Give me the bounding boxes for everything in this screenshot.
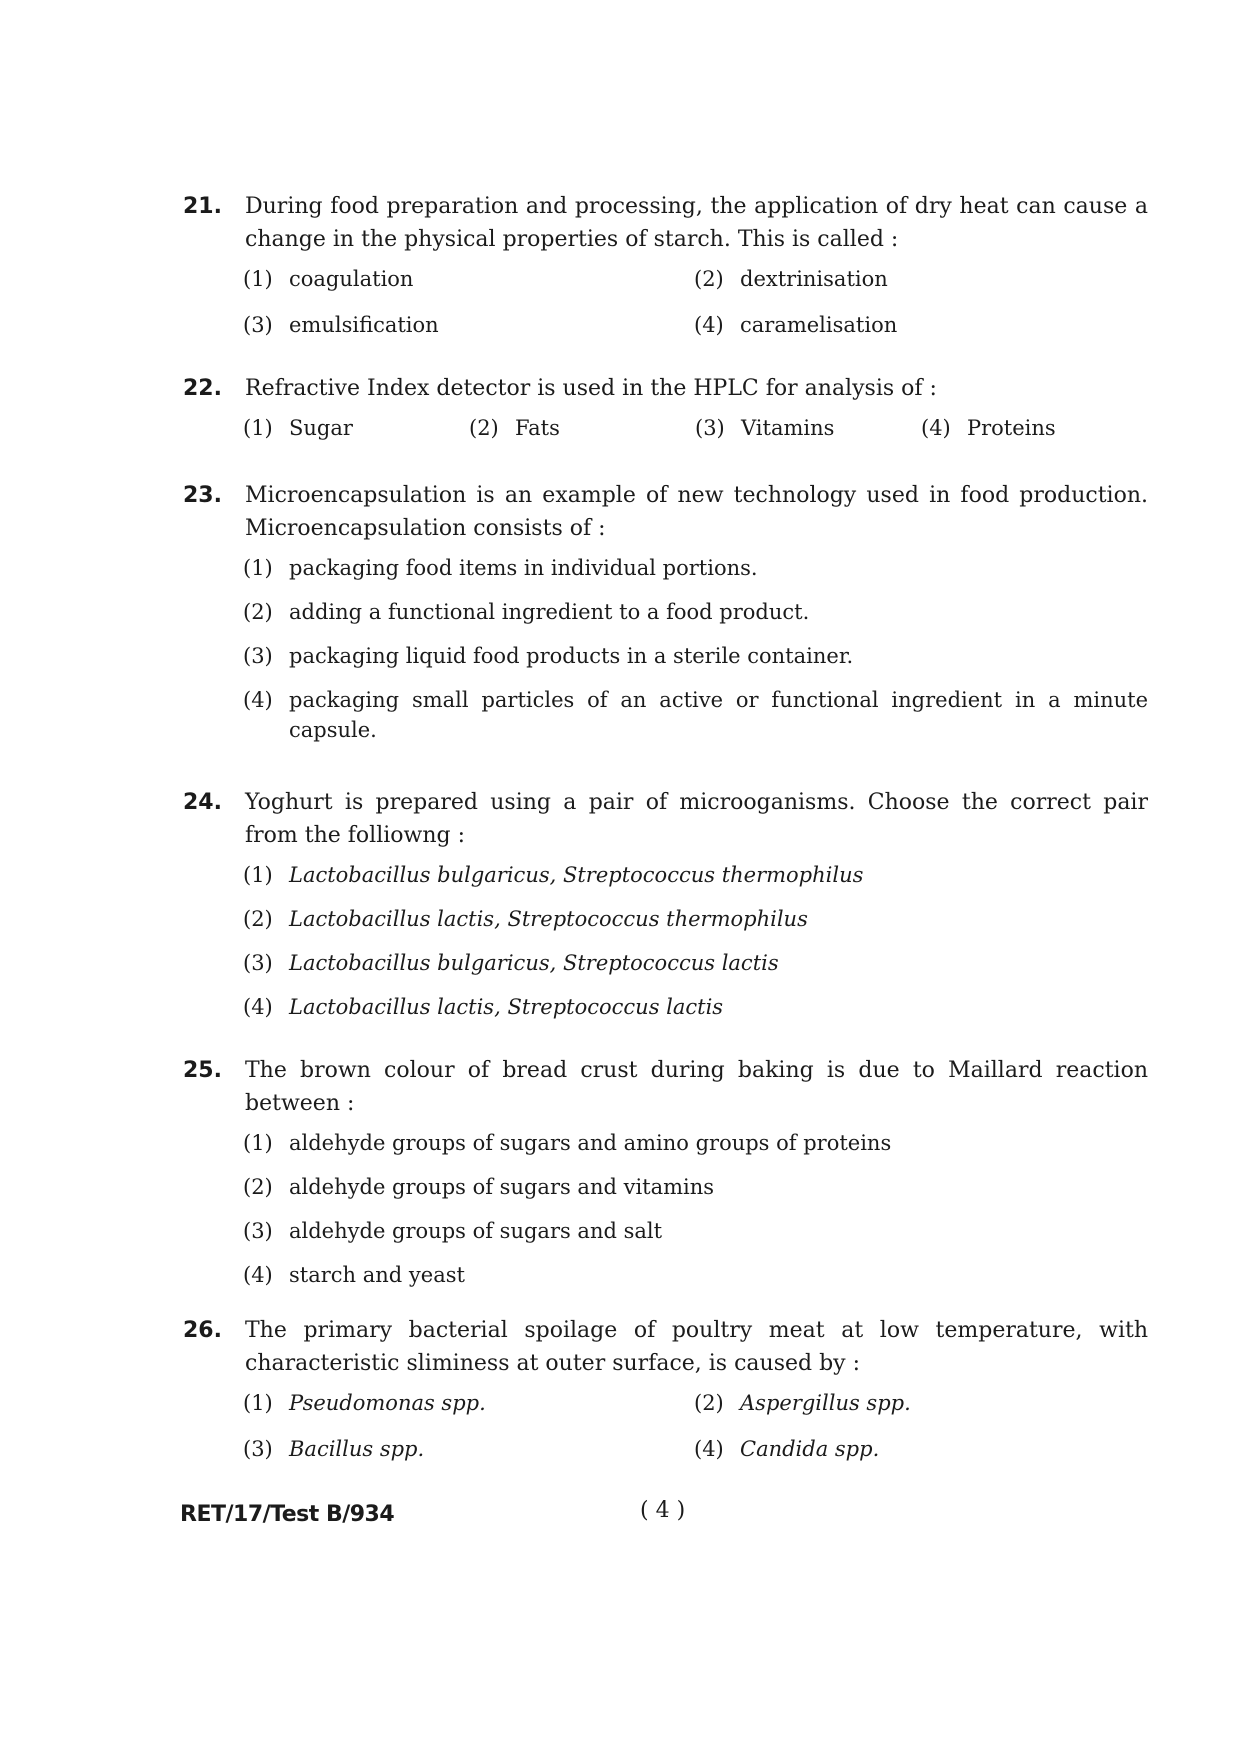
option-text: aldehyde groups of sugars and vitamins [289,1175,715,1199]
option-3 [243,641,1148,671]
option-1 [243,1128,1148,1158]
page-number: ( 4 ) [640,1498,686,1523]
question-25 [183,1054,1148,1304]
option-number: (4) [694,1437,724,1461]
option-text: Sugar [289,416,353,440]
option-text: Bacillus spp. [289,1437,425,1461]
option-number: (2) [243,1175,273,1199]
question-number: 24. [183,790,222,815]
option-3 [243,1216,1148,1246]
question-21 [183,190,1148,340]
option-number: (3) [243,1437,273,1461]
option-1 [243,860,1148,890]
option-number: (3) [243,644,273,668]
option-number: (1) [243,556,273,580]
option-text: Candida spp. [740,1437,880,1461]
option-number: (2) [469,416,499,440]
option-number: (2) [694,267,724,291]
option-3 [243,1434,694,1464]
option-4 [694,1434,1145,1464]
option-2 [694,264,1145,294]
option-text: aldehyde groups of sugars and salt [289,1219,663,1243]
option-1 [243,553,1148,583]
option-number: (4) [243,688,273,712]
option-text: Lactobacillus lactis, Streptococcus thermophilus [289,907,808,931]
option-text: Lactobacillus bulgaricus, Streptococcus thermophilus [289,863,864,887]
option-text: packaging small particles of an active or functional ingredient in a minute capsule. [289,688,1148,742]
option-text: dextrinisation [740,267,888,291]
option-number: (3) [243,313,273,337]
option-text: adding a functional ingredient to a food product. [289,600,810,624]
option-text: packaging liquid food products in a sterile container. [289,644,854,668]
option-text: Aspergillus spp. [740,1391,911,1415]
option-text: packaging food items in individual portions. [289,556,758,580]
options [243,413,1148,443]
option-2 [243,1172,1148,1202]
option-number: (1) [243,863,273,887]
options [243,860,1148,1022]
option-number: (2) [243,600,273,624]
option-2 [694,1388,1145,1418]
option-4 [243,992,1148,1022]
option-number: (3) [695,416,725,440]
option-2 [243,904,1148,934]
options [243,553,1148,745]
options [243,1388,1148,1464]
option-text: starch and yeast [289,1263,465,1287]
option-number: (1) [243,1131,273,1155]
option-number: (4) [921,416,951,440]
question-number: 22. [183,376,222,401]
option-text: caramelisation [740,313,898,337]
option-text: aldehyde groups of sugars and amino groups of proteins [289,1131,892,1155]
question-number: 23. [183,483,222,508]
option-1 [243,264,694,294]
option-text: Fats [515,416,560,440]
option-3 [243,310,694,340]
option-number: (2) [243,907,273,931]
question-text: Refractive Index detector is used in the HPLC for analysis of : [245,376,937,401]
option-text: emulsification [289,313,439,337]
question-text: Microencapsulation is an example of new technology used in food production. Microencapsulation consists of : [245,483,1148,541]
option-3 [695,413,921,443]
option-2 [243,597,1148,627]
option-text: Lactobacillus bulgaricus, Streptococcus lactis [289,951,779,975]
question-text: Yoghurt is prepared using a pair of microoganisms. Choose the correct pair from the folliowng : [245,790,1148,848]
option-4 [921,413,1147,443]
option-number: (2) [694,1391,724,1415]
option-text: Pseudomonas spp. [289,1391,486,1415]
question-text: The brown colour of bread crust during baking is due to Maillard reaction between : [245,1058,1148,1116]
option-number: (1) [243,1391,273,1415]
option-1 [243,1388,694,1418]
question-text: The primary bacterial spoilage of poultry meat at low temperature, with characteristic sliminess at outer surface, is caused by : [245,1318,1148,1376]
option-4 [694,310,1145,340]
option-1 [243,413,469,443]
option-number: (4) [694,313,724,337]
option-number: (4) [243,1263,273,1287]
question-number: 21. [183,194,222,219]
option-text: coagulation [289,267,414,291]
option-text: Vitamins [741,416,835,440]
question-26 [183,1314,1148,1464]
question-22 [183,372,1148,443]
options [243,264,1148,340]
option-number: (1) [243,267,273,291]
option-number: (4) [243,995,273,1019]
option-number: (1) [243,416,273,440]
option-4 [243,1260,1148,1290]
option-text: Lactobacillus lactis, Streptococcus lactis [289,995,724,1019]
options [243,1128,1148,1290]
question-23 [183,479,1148,759]
option-2 [469,413,695,443]
option-number: (3) [243,1219,273,1243]
question-number: 25. [183,1058,222,1083]
option-text: Proteins [967,416,1056,440]
option-number: (3) [243,951,273,975]
question-24 [183,786,1148,1036]
option-3 [243,948,1148,978]
question-text: During food preparation and processing, the application of dry heat can cause a change in the physical properties of starch. This is called : [245,194,1148,252]
question-number: 26. [183,1318,222,1343]
test-code: RET/17/Test B/934 [180,1502,395,1527]
option-4 [243,685,1148,745]
